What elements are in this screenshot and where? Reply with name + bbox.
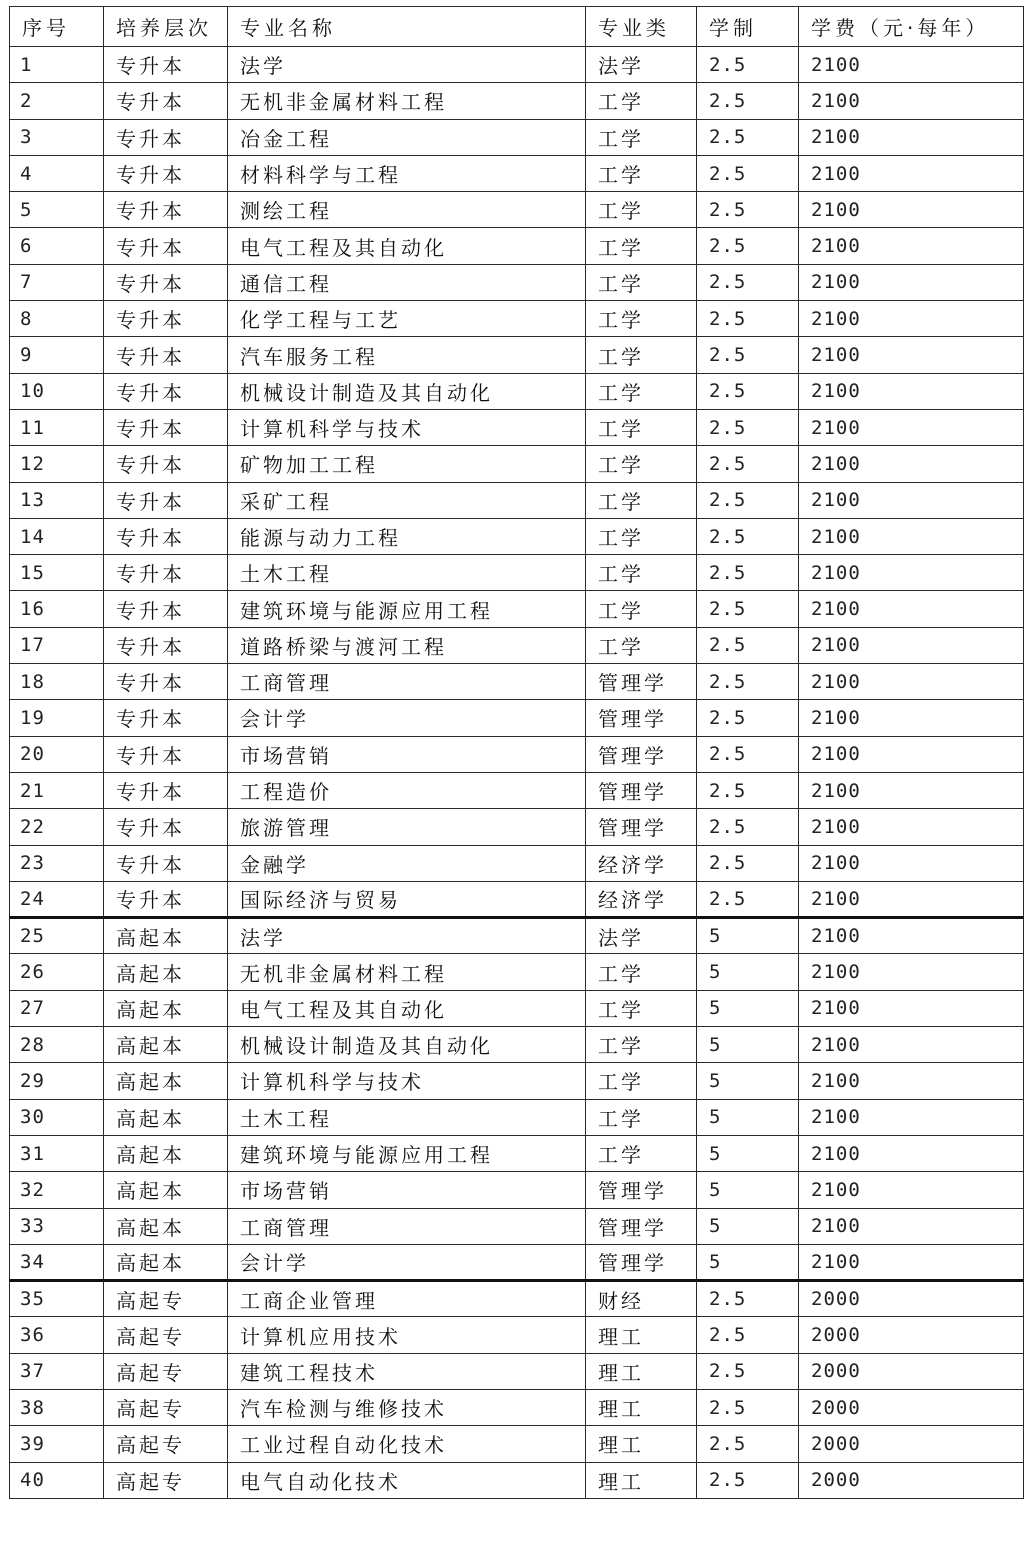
duration-cell: 2.5: [697, 47, 799, 83]
program-fee-table-container: [9, 6, 1023, 1499]
tuition-cell: 2100: [799, 264, 1024, 300]
table-row: [10, 918, 1024, 954]
table-row: [10, 192, 1024, 228]
duration-cell: 2.5: [697, 1426, 799, 1462]
serial-number-cell: 11: [10, 409, 104, 445]
table-body: [10, 47, 1024, 1499]
training-level-cell: 专升本: [104, 47, 228, 83]
table-header-row: [10, 7, 1024, 47]
serial-number-cell: 25: [10, 918, 104, 954]
duration-cell: 2.5: [697, 409, 799, 445]
training-level-cell: 高起专: [104, 1426, 228, 1462]
duration-cell: 5: [697, 1244, 799, 1280]
serial-number-cell: 13: [10, 482, 104, 518]
major-category-cell: 工学: [586, 591, 697, 627]
header-major-name: 专业名称: [228, 7, 586, 47]
major-name-cell: 道路桥梁与渡河工程: [228, 627, 586, 663]
major-category-cell: 工学: [586, 192, 697, 228]
major-name-cell: 测绘工程: [228, 192, 586, 228]
tuition-cell: 2100: [799, 555, 1024, 591]
serial-number-cell: 4: [10, 155, 104, 191]
major-category-cell: 工学: [586, 1027, 697, 1063]
major-category-cell: 理工: [586, 1389, 697, 1425]
major-name-cell: 能源与动力工程: [228, 518, 586, 554]
serial-number-cell: 15: [10, 555, 104, 591]
major-category-cell: 管理学: [586, 736, 697, 772]
duration-cell: 5: [697, 918, 799, 954]
tuition-cell: 2100: [799, 47, 1024, 83]
major-name-cell: 通信工程: [228, 264, 586, 300]
major-name-cell: 电气工程及其自动化: [228, 990, 586, 1026]
duration-cell: 2.5: [697, 1281, 799, 1317]
tuition-cell: 2100: [799, 591, 1024, 627]
training-level-cell: 专升本: [104, 700, 228, 736]
major-name-cell: 建筑环境与能源应用工程: [228, 591, 586, 627]
major-category-cell: 管理学: [586, 664, 697, 700]
tuition-cell: 2000: [799, 1426, 1024, 1462]
training-level-cell: 高起本: [104, 1063, 228, 1099]
major-name-cell: 机械设计制造及其自动化: [228, 1027, 586, 1063]
training-level-cell: 专升本: [104, 664, 228, 700]
serial-number-cell: 37: [10, 1353, 104, 1389]
training-level-cell: 专升本: [104, 155, 228, 191]
table-row: [10, 772, 1024, 808]
table-row: [10, 373, 1024, 409]
table-row: [10, 591, 1024, 627]
tuition-cell: 2100: [799, 627, 1024, 663]
duration-cell: 5: [697, 1027, 799, 1063]
duration-cell: 2.5: [697, 1389, 799, 1425]
tuition-cell: 2100: [799, 119, 1024, 155]
duration-cell: 2.5: [697, 337, 799, 373]
training-level-cell: 专升本: [104, 845, 228, 881]
duration-cell: 2.5: [697, 627, 799, 663]
tuition-cell: 2100: [799, 1244, 1024, 1280]
training-level-cell: 高起专: [104, 1389, 228, 1425]
table-row: [10, 627, 1024, 663]
training-level-cell: 专升本: [104, 518, 228, 554]
training-level-cell: 专升本: [104, 446, 228, 482]
major-name-cell: 矿物加工工程: [228, 446, 586, 482]
duration-cell: 2.5: [697, 664, 799, 700]
tuition-cell: 2100: [799, 1135, 1024, 1171]
table-row: [10, 1317, 1024, 1353]
table-row: [10, 1063, 1024, 1099]
duration-cell: 2.5: [697, 518, 799, 554]
major-name-cell: 机械设计制造及其自动化: [228, 373, 586, 409]
serial-number-cell: 31: [10, 1135, 104, 1171]
table-row: [10, 845, 1024, 881]
major-name-cell: 建筑环境与能源应用工程: [228, 1135, 586, 1171]
major-name-cell: 采矿工程: [228, 482, 586, 518]
tuition-cell: 2100: [799, 1099, 1024, 1135]
training-level-cell: 专升本: [104, 119, 228, 155]
major-name-cell: 市场营销: [228, 1172, 586, 1208]
serial-number-cell: 34: [10, 1244, 104, 1280]
serial-number-cell: 21: [10, 772, 104, 808]
major-category-cell: 工学: [586, 990, 697, 1026]
duration-cell: 5: [697, 1172, 799, 1208]
serial-number-cell: 18: [10, 664, 104, 700]
duration-cell: 2.5: [697, 264, 799, 300]
duration-cell: 2.5: [697, 591, 799, 627]
serial-number-cell: 26: [10, 954, 104, 990]
major-name-cell: 汽车服务工程: [228, 337, 586, 373]
duration-cell: 2.5: [697, 301, 799, 337]
table-row: [10, 264, 1024, 300]
duration-cell: 2.5: [697, 845, 799, 881]
duration-cell: 2.5: [697, 119, 799, 155]
table-row: [10, 1426, 1024, 1462]
training-level-cell: 高起专: [104, 1281, 228, 1317]
tuition-cell: 2100: [799, 192, 1024, 228]
serial-number-cell: 33: [10, 1208, 104, 1244]
header-training-level: 培养层次: [104, 7, 228, 47]
major-category-cell: 工学: [586, 373, 697, 409]
major-name-cell: 无机非金属材料工程: [228, 83, 586, 119]
major-name-cell: 土木工程: [228, 1099, 586, 1135]
tuition-cell: 2100: [799, 664, 1024, 700]
table-row: [10, 301, 1024, 337]
table-row: [10, 47, 1024, 83]
major-name-cell: 会计学: [228, 1244, 586, 1280]
table-row: [10, 1389, 1024, 1425]
major-name-cell: 计算机科学与技术: [228, 409, 586, 445]
major-name-cell: 会计学: [228, 700, 586, 736]
table-row: [10, 881, 1024, 917]
header-duration: 学制: [697, 7, 799, 47]
serial-number-cell: 7: [10, 264, 104, 300]
major-name-cell: 工商管理: [228, 1208, 586, 1244]
major-name-cell: 工业过程自动化技术: [228, 1426, 586, 1462]
major-category-cell: 工学: [586, 518, 697, 554]
serial-number-cell: 6: [10, 228, 104, 264]
major-category-cell: 法学: [586, 47, 697, 83]
table-row: [10, 1244, 1024, 1280]
table-row: [10, 700, 1024, 736]
training-level-cell: 高起专: [104, 1353, 228, 1389]
major-name-cell: 冶金工程: [228, 119, 586, 155]
tuition-cell: 2100: [799, 409, 1024, 445]
training-level-cell: 高起本: [104, 1244, 228, 1280]
table-row: [10, 1099, 1024, 1135]
duration-cell: 5: [697, 990, 799, 1026]
serial-number-cell: 10: [10, 373, 104, 409]
serial-number-cell: 30: [10, 1099, 104, 1135]
duration-cell: 2.5: [697, 700, 799, 736]
serial-number-cell: 17: [10, 627, 104, 663]
tuition-cell: 2100: [799, 736, 1024, 772]
table-row: [10, 83, 1024, 119]
major-name-cell: 计算机科学与技术: [228, 1063, 586, 1099]
training-level-cell: 专升本: [104, 264, 228, 300]
tuition-cell: 2100: [799, 446, 1024, 482]
major-name-cell: 建筑工程技术: [228, 1353, 586, 1389]
tuition-cell: 2000: [799, 1353, 1024, 1389]
duration-cell: 5: [697, 1063, 799, 1099]
tuition-cell: 2000: [799, 1462, 1024, 1498]
duration-cell: 2.5: [697, 446, 799, 482]
duration-cell: 2.5: [697, 555, 799, 591]
tuition-cell: 2100: [799, 482, 1024, 518]
training-level-cell: 专升本: [104, 192, 228, 228]
serial-number-cell: 3: [10, 119, 104, 155]
training-level-cell: 高起本: [104, 1135, 228, 1171]
training-level-cell: 高起本: [104, 1099, 228, 1135]
tuition-cell: 2100: [799, 954, 1024, 990]
training-level-cell: 专升本: [104, 809, 228, 845]
major-name-cell: 土木工程: [228, 555, 586, 591]
major-category-cell: 经济学: [586, 881, 697, 917]
major-category-cell: 工学: [586, 409, 697, 445]
table-row: [10, 664, 1024, 700]
serial-number-cell: 20: [10, 736, 104, 772]
major-name-cell: 市场营销: [228, 736, 586, 772]
table-row: [10, 990, 1024, 1026]
serial-number-cell: 8: [10, 301, 104, 337]
major-name-cell: 汽车检测与维修技术: [228, 1389, 586, 1425]
major-name-cell: 材料科学与工程: [228, 155, 586, 191]
major-category-cell: 管理学: [586, 1172, 697, 1208]
major-name-cell: 电气工程及其自动化: [228, 228, 586, 264]
serial-number-cell: 28: [10, 1027, 104, 1063]
tuition-cell: 2000: [799, 1389, 1024, 1425]
table-row: [10, 119, 1024, 155]
major-name-cell: 工商企业管理: [228, 1281, 586, 1317]
table-row: [10, 555, 1024, 591]
training-level-cell: 高起专: [104, 1462, 228, 1498]
serial-number-cell: 29: [10, 1063, 104, 1099]
major-category-cell: 法学: [586, 918, 697, 954]
tuition-cell: 2100: [799, 1208, 1024, 1244]
duration-cell: 2.5: [697, 1462, 799, 1498]
duration-cell: 2.5: [697, 881, 799, 917]
major-name-cell: 工程造价: [228, 772, 586, 808]
major-category-cell: 理工: [586, 1462, 697, 1498]
serial-number-cell: 14: [10, 518, 104, 554]
major-name-cell: 计算机应用技术: [228, 1317, 586, 1353]
training-level-cell: 高起本: [104, 1172, 228, 1208]
tuition-cell: 2100: [799, 373, 1024, 409]
table-row: [10, 1208, 1024, 1244]
serial-number-cell: 40: [10, 1462, 104, 1498]
training-level-cell: 高起本: [104, 990, 228, 1026]
training-level-cell: 高起本: [104, 1027, 228, 1063]
table-row: [10, 736, 1024, 772]
major-category-cell: 工学: [586, 301, 697, 337]
training-level-cell: 专升本: [104, 591, 228, 627]
training-level-cell: 专升本: [104, 736, 228, 772]
tuition-cell: 2100: [799, 1027, 1024, 1063]
duration-cell: 2.5: [697, 192, 799, 228]
major-category-cell: 理工: [586, 1353, 697, 1389]
tuition-cell: 2100: [799, 845, 1024, 881]
table-row: [10, 1281, 1024, 1317]
major-category-cell: 工学: [586, 555, 697, 591]
duration-cell: 2.5: [697, 772, 799, 808]
tuition-cell: 2100: [799, 301, 1024, 337]
tuition-cell: 2100: [799, 518, 1024, 554]
training-level-cell: 专升本: [104, 627, 228, 663]
training-level-cell: 专升本: [104, 482, 228, 518]
major-category-cell: 工学: [586, 1099, 697, 1135]
tuition-cell: 2100: [799, 700, 1024, 736]
major-category-cell: 工学: [586, 337, 697, 373]
major-category-cell: 工学: [586, 1135, 697, 1171]
major-category-cell: 管理学: [586, 1244, 697, 1280]
serial-number-cell: 9: [10, 337, 104, 373]
tuition-cell: 2100: [799, 918, 1024, 954]
duration-cell: 2.5: [697, 1353, 799, 1389]
tuition-cell: 2000: [799, 1281, 1024, 1317]
major-name-cell: 无机非金属材料工程: [228, 954, 586, 990]
tuition-cell: 2100: [799, 228, 1024, 264]
duration-cell: 5: [697, 954, 799, 990]
major-category-cell: 管理学: [586, 700, 697, 736]
major-name-cell: 旅游管理: [228, 809, 586, 845]
training-level-cell: 专升本: [104, 83, 228, 119]
training-level-cell: 专升本: [104, 301, 228, 337]
serial-number-cell: 36: [10, 1317, 104, 1353]
duration-cell: 2.5: [697, 482, 799, 518]
serial-number-cell: 35: [10, 1281, 104, 1317]
table-row: [10, 1135, 1024, 1171]
table-row: [10, 518, 1024, 554]
program-fee-table: [9, 6, 1024, 1499]
serial-number-cell: 16: [10, 591, 104, 627]
serial-number-cell: 39: [10, 1426, 104, 1462]
duration-cell: 2.5: [697, 373, 799, 409]
serial-number-cell: 32: [10, 1172, 104, 1208]
major-name-cell: 国际经济与贸易: [228, 881, 586, 917]
duration-cell: 2.5: [697, 1317, 799, 1353]
tuition-cell: 2100: [799, 155, 1024, 191]
table-row: [10, 1353, 1024, 1389]
major-category-cell: 工学: [586, 446, 697, 482]
training-level-cell: 专升本: [104, 881, 228, 917]
training-level-cell: 专升本: [104, 409, 228, 445]
serial-number-cell: 27: [10, 990, 104, 1026]
major-category-cell: 工学: [586, 119, 697, 155]
serial-number-cell: 12: [10, 446, 104, 482]
major-category-cell: 工学: [586, 83, 697, 119]
header-major-category: 专业类: [586, 7, 697, 47]
table-row: [10, 409, 1024, 445]
table-row: [10, 155, 1024, 191]
duration-cell: 2.5: [697, 736, 799, 772]
major-category-cell: 管理学: [586, 1208, 697, 1244]
serial-number-cell: 2: [10, 83, 104, 119]
major-category-cell: 工学: [586, 954, 697, 990]
training-level-cell: 高起本: [104, 1208, 228, 1244]
serial-number-cell: 22: [10, 809, 104, 845]
duration-cell: 5: [697, 1135, 799, 1171]
major-name-cell: 法学: [228, 918, 586, 954]
tuition-cell: 2100: [799, 337, 1024, 373]
training-level-cell: 专升本: [104, 337, 228, 373]
training-level-cell: 专升本: [104, 555, 228, 591]
major-category-cell: 管理学: [586, 809, 697, 845]
header-tuition: 学费（元·每年）: [799, 7, 1024, 47]
training-level-cell: 专升本: [104, 373, 228, 409]
table-row: [10, 1172, 1024, 1208]
major-category-cell: 工学: [586, 482, 697, 518]
training-level-cell: 高起本: [104, 954, 228, 990]
duration-cell: 5: [697, 1208, 799, 1244]
duration-cell: 5: [697, 1099, 799, 1135]
tuition-cell: 2100: [799, 1063, 1024, 1099]
tuition-cell: 2100: [799, 83, 1024, 119]
duration-cell: 2.5: [697, 809, 799, 845]
table-row: [10, 1027, 1024, 1063]
table-row: [10, 809, 1024, 845]
duration-cell: 2.5: [697, 228, 799, 264]
major-category-cell: 财经: [586, 1281, 697, 1317]
table-row: [10, 446, 1024, 482]
major-category-cell: 管理学: [586, 772, 697, 808]
tuition-cell: 2100: [799, 809, 1024, 845]
major-category-cell: 工学: [586, 1063, 697, 1099]
tuition-cell: 2100: [799, 772, 1024, 808]
major-name-cell: 电气自动化技术: [228, 1462, 586, 1498]
serial-number-cell: 23: [10, 845, 104, 881]
table-row: [10, 482, 1024, 518]
major-category-cell: 理工: [586, 1317, 697, 1353]
training-level-cell: 高起本: [104, 918, 228, 954]
serial-number-cell: 1: [10, 47, 104, 83]
serial-number-cell: 24: [10, 881, 104, 917]
table-row: [10, 954, 1024, 990]
serial-number-cell: 38: [10, 1389, 104, 1425]
major-category-cell: 工学: [586, 155, 697, 191]
major-name-cell: 工商管理: [228, 664, 586, 700]
major-category-cell: 理工: [586, 1426, 697, 1462]
serial-number-cell: 5: [10, 192, 104, 228]
major-name-cell: 法学: [228, 47, 586, 83]
serial-number-cell: 19: [10, 700, 104, 736]
training-level-cell: 高起专: [104, 1317, 228, 1353]
major-category-cell: 工学: [586, 627, 697, 663]
duration-cell: 2.5: [697, 155, 799, 191]
header-serial-number: 序号: [10, 7, 104, 47]
tuition-cell: 2100: [799, 990, 1024, 1026]
table-row: [10, 228, 1024, 264]
major-name-cell: 化学工程与工艺: [228, 301, 586, 337]
major-name-cell: 金融学: [228, 845, 586, 881]
tuition-cell: 2100: [799, 1172, 1024, 1208]
training-level-cell: 专升本: [104, 228, 228, 264]
table-row: [10, 337, 1024, 373]
major-category-cell: 工学: [586, 264, 697, 300]
major-category-cell: 经济学: [586, 845, 697, 881]
training-level-cell: 专升本: [104, 772, 228, 808]
tuition-cell: 2100: [799, 881, 1024, 917]
table-row: [10, 1462, 1024, 1498]
tuition-cell: 2000: [799, 1317, 1024, 1353]
major-category-cell: 工学: [586, 228, 697, 264]
duration-cell: 2.5: [697, 83, 799, 119]
